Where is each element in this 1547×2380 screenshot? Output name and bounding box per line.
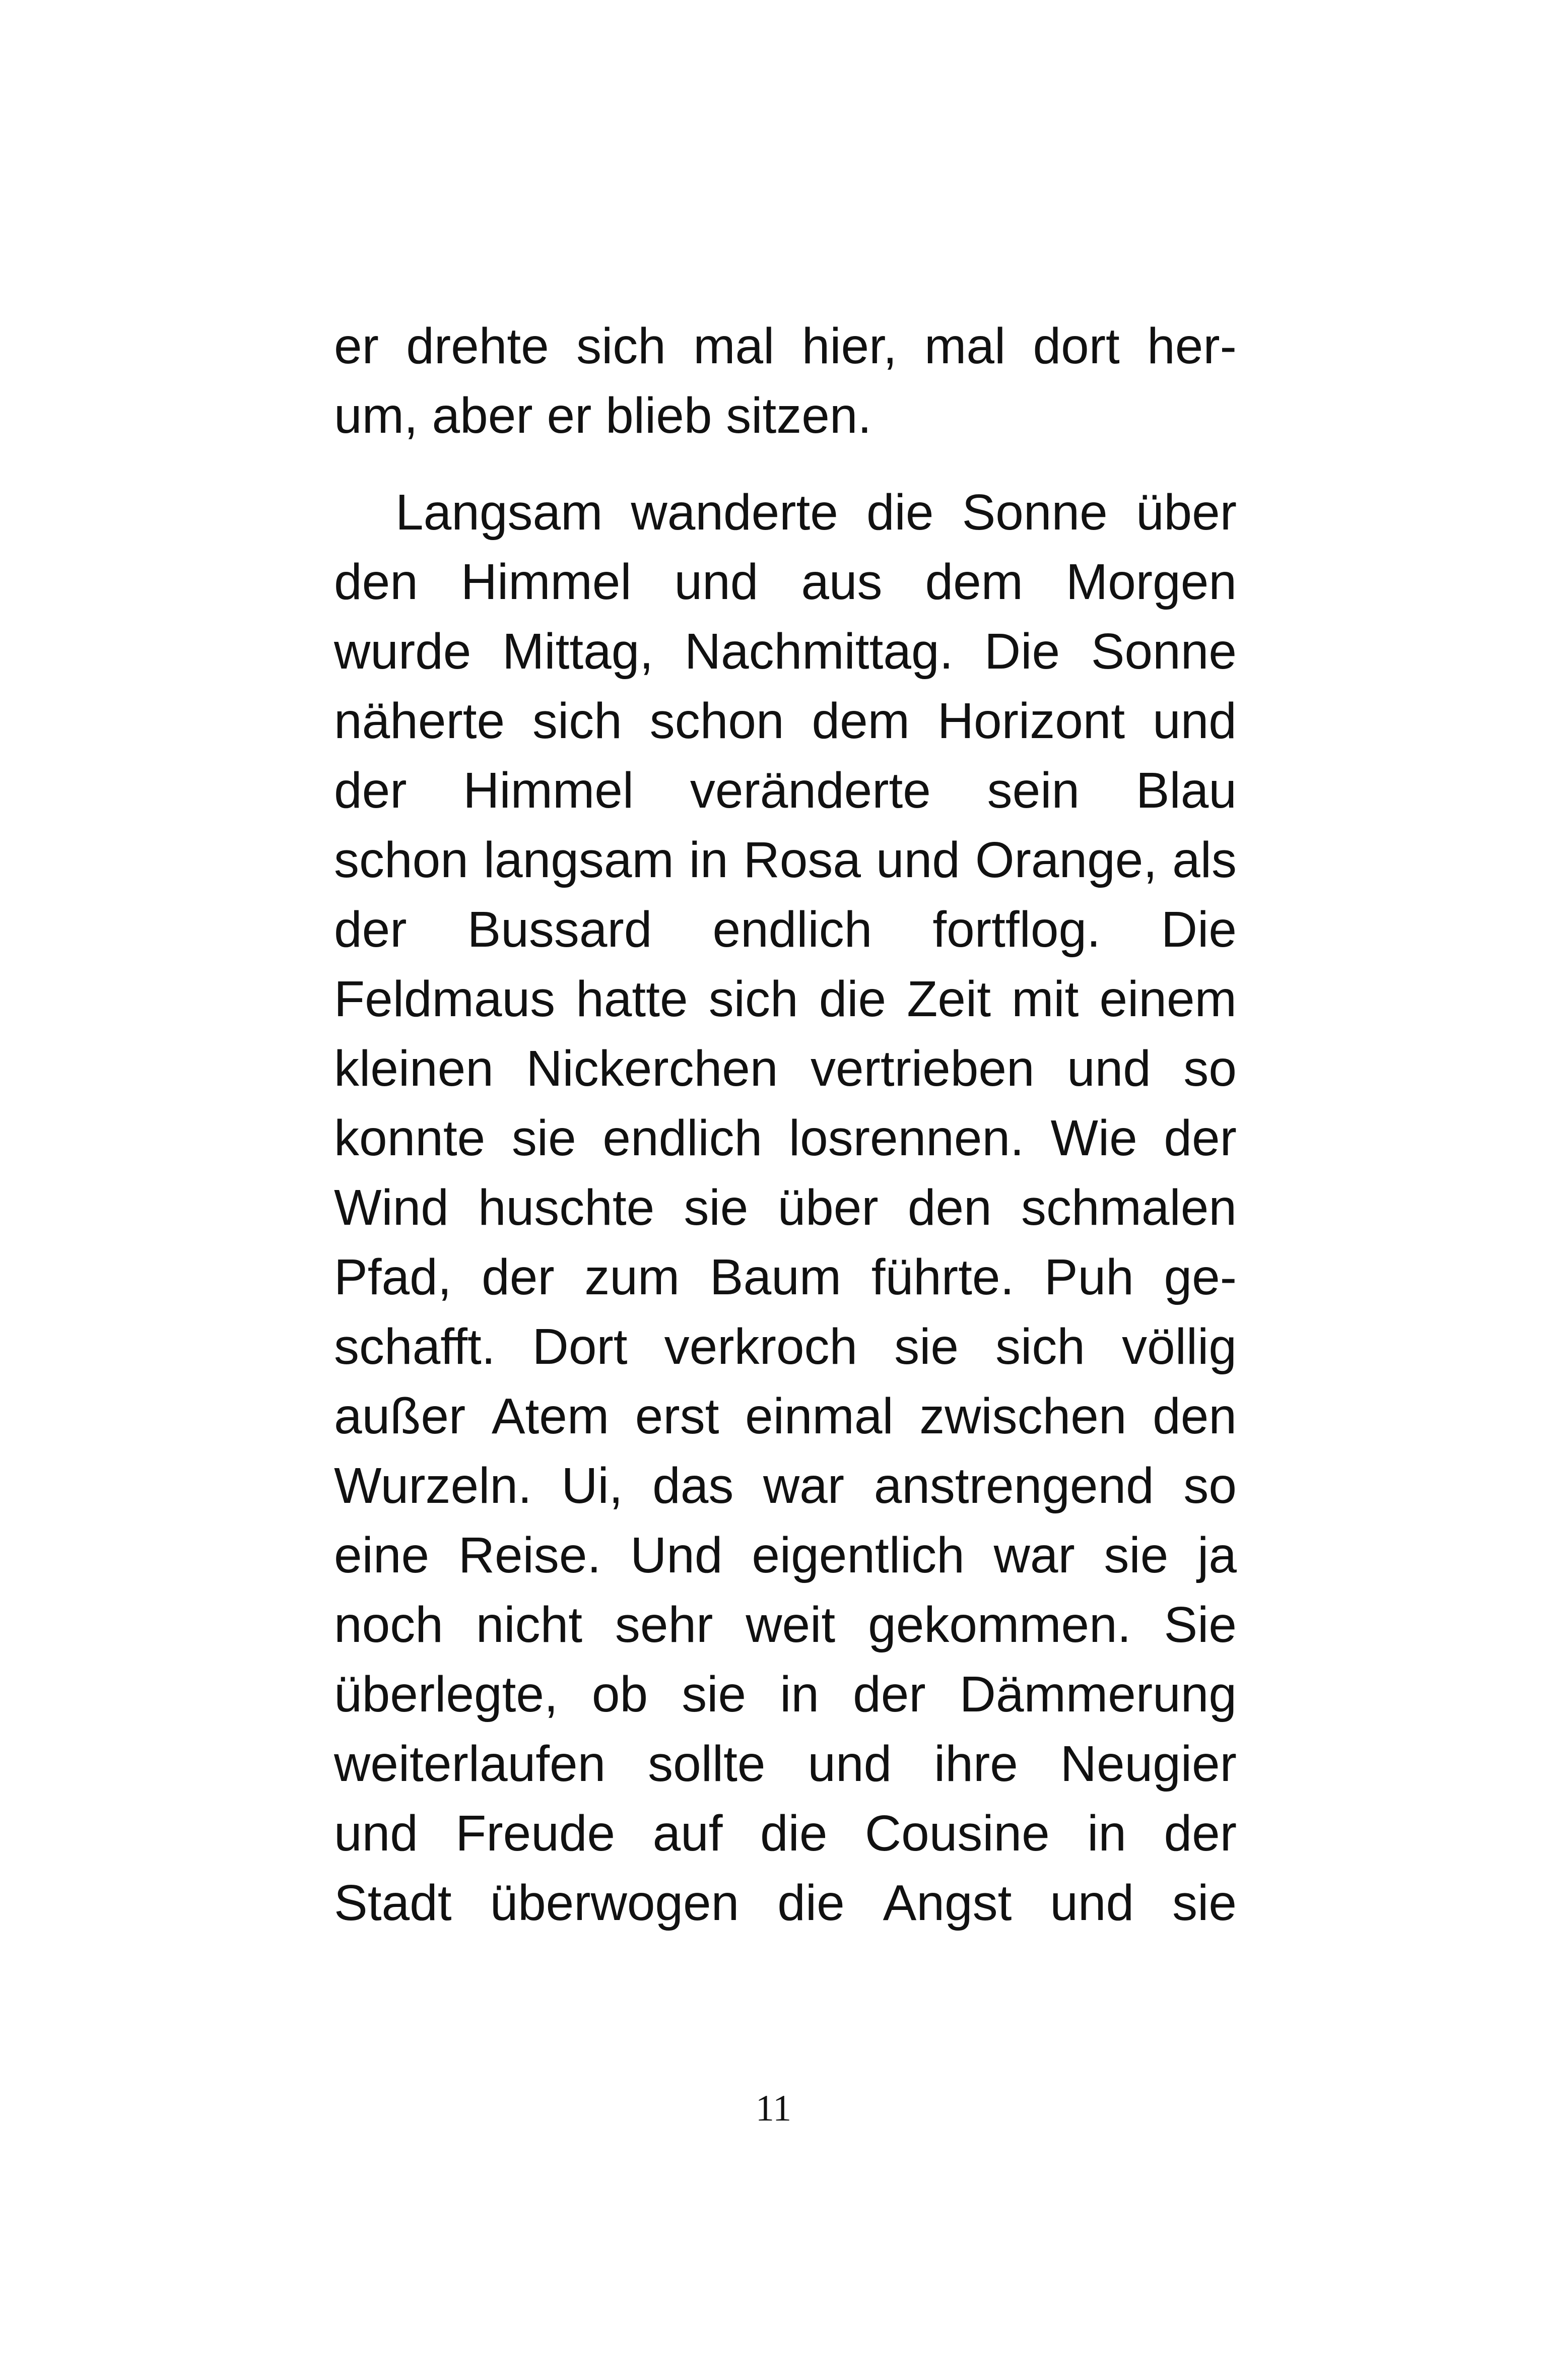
word: wanderte xyxy=(631,484,838,541)
paragraph-gap xyxy=(334,450,1237,478)
word: über xyxy=(1135,484,1237,541)
word: eine xyxy=(334,1527,430,1583)
word: blieb xyxy=(606,387,712,444)
word: Die xyxy=(1161,901,1237,958)
word: huschte xyxy=(478,1179,655,1236)
word: sie xyxy=(894,1318,959,1375)
word: sich xyxy=(995,1318,1085,1375)
word: sein xyxy=(987,762,1080,819)
word: in xyxy=(1087,1805,1127,1862)
word: die xyxy=(777,1875,845,1931)
word: ob xyxy=(591,1666,648,1723)
word: und xyxy=(674,554,759,610)
word: und xyxy=(1050,1875,1134,1931)
word: und xyxy=(1067,1040,1151,1097)
word: einem xyxy=(1099,971,1237,1027)
word: der xyxy=(334,901,407,958)
text-line xyxy=(334,756,1237,825)
text-line xyxy=(334,1590,1237,1660)
word: sie xyxy=(511,1110,576,1166)
word: auf xyxy=(652,1805,723,1862)
text-line xyxy=(334,686,1237,756)
page-number: 11 xyxy=(755,2088,792,2129)
word: erst xyxy=(635,1388,719,1444)
word: der xyxy=(1164,1805,1237,1862)
text-line xyxy=(334,1868,1237,1938)
word: in xyxy=(689,832,728,888)
word: Sonne xyxy=(962,484,1108,541)
word: gekommen. xyxy=(868,1597,1131,1653)
word: dem xyxy=(925,554,1023,610)
word: sitzen. xyxy=(726,387,872,444)
word: wurde xyxy=(334,623,472,680)
word: drehte xyxy=(406,318,549,374)
word: um, xyxy=(334,387,418,444)
text-line xyxy=(334,547,1237,617)
word: vertrieben xyxy=(810,1040,1035,1097)
word: aber xyxy=(432,387,533,444)
word: und xyxy=(334,1805,418,1862)
word: außer xyxy=(334,1388,466,1444)
word: Himmel xyxy=(460,554,632,610)
word: Pfad, xyxy=(334,1249,452,1305)
word: sich xyxy=(576,318,666,374)
word: Zeit xyxy=(907,971,991,1027)
text-line xyxy=(334,1799,1237,1868)
word: Horizont xyxy=(937,693,1125,749)
word: sich xyxy=(708,971,798,1027)
text-line xyxy=(334,478,1237,547)
word: mal xyxy=(693,318,775,374)
word: Wie xyxy=(1050,1110,1137,1166)
word: in xyxy=(780,1666,820,1723)
text-line xyxy=(334,964,1237,1034)
word: zwischen xyxy=(919,1388,1127,1444)
word: überlegte, xyxy=(334,1666,558,1723)
word: als xyxy=(1172,832,1237,888)
word: so xyxy=(1183,1040,1237,1097)
word: dem xyxy=(812,693,910,749)
text-line xyxy=(334,895,1237,964)
word: und xyxy=(808,1736,892,1792)
word: völlig xyxy=(1122,1318,1237,1375)
word: her- xyxy=(1147,318,1237,374)
text-line xyxy=(334,1660,1237,1729)
text-line xyxy=(334,1729,1237,1799)
word: die xyxy=(866,484,934,541)
word: Nachmittag. xyxy=(684,623,954,680)
word: Stadt xyxy=(334,1875,452,1931)
word: endlich xyxy=(712,901,872,958)
word: Die xyxy=(984,623,1060,680)
word: noch xyxy=(334,1597,443,1653)
word: er xyxy=(547,387,592,444)
text-line xyxy=(334,1451,1237,1520)
word: sollte xyxy=(648,1736,766,1792)
word: Baum xyxy=(709,1249,842,1305)
text-line xyxy=(334,381,1237,450)
word: Orange, xyxy=(975,832,1158,888)
word: der xyxy=(1164,1110,1237,1166)
word: die xyxy=(760,1805,828,1862)
word: das xyxy=(652,1458,734,1514)
text-line xyxy=(334,1034,1237,1103)
word: sie xyxy=(1104,1527,1169,1583)
word: er xyxy=(334,318,379,374)
text-line xyxy=(334,1173,1237,1242)
word: schon xyxy=(334,832,468,888)
word: Langsam xyxy=(395,484,603,541)
word: Puh xyxy=(1044,1249,1134,1305)
word: Nickerchen xyxy=(526,1040,778,1097)
word: Mittag, xyxy=(502,623,654,680)
word: Dämmerung xyxy=(959,1666,1237,1723)
word: Feldmaus xyxy=(334,971,556,1027)
word: Ui, xyxy=(561,1458,623,1514)
word: führte. xyxy=(871,1249,1015,1305)
word: konnte xyxy=(334,1110,486,1166)
text-line xyxy=(334,825,1237,895)
word: Wurzeln. xyxy=(334,1458,532,1514)
word: weit xyxy=(746,1597,836,1653)
paragraph xyxy=(334,311,1237,450)
word: dort xyxy=(1033,318,1120,374)
word: mal xyxy=(924,318,1006,374)
word: Neugier xyxy=(1060,1736,1237,1792)
word: Dort xyxy=(532,1318,628,1375)
word: ge- xyxy=(1164,1249,1237,1305)
word: losrennen. xyxy=(788,1110,1024,1166)
word: über xyxy=(777,1179,879,1236)
word: eigentlich xyxy=(752,1527,965,1583)
text-line xyxy=(334,311,1237,381)
word: mit xyxy=(1012,971,1079,1027)
word: ihre xyxy=(934,1736,1018,1792)
word: Freude xyxy=(455,1805,616,1862)
word: Blau xyxy=(1135,762,1237,819)
word: der xyxy=(334,762,407,819)
word: kleinen xyxy=(334,1040,494,1097)
word: Sie xyxy=(1164,1597,1237,1653)
word: und xyxy=(1153,693,1237,749)
word: Atem xyxy=(491,1388,610,1444)
word: sie xyxy=(1172,1875,1237,1931)
word: langsam xyxy=(483,832,674,888)
word: sie xyxy=(682,1666,747,1723)
text-line xyxy=(334,617,1237,686)
word: schafft. xyxy=(334,1318,496,1375)
word: überwogen xyxy=(490,1875,739,1931)
word: sich xyxy=(532,693,622,749)
word: war xyxy=(993,1527,1075,1583)
word: und xyxy=(876,832,960,888)
word: Morgen xyxy=(1065,554,1237,610)
word: hier, xyxy=(801,318,897,374)
word: Angst xyxy=(883,1875,1012,1931)
word: der xyxy=(853,1666,926,1723)
word: weiterlaufen xyxy=(334,1736,606,1792)
word: Himmel xyxy=(463,762,634,819)
word: war xyxy=(763,1458,845,1514)
word: Reise. xyxy=(458,1527,601,1583)
word: den xyxy=(907,1179,992,1236)
word: zum xyxy=(584,1249,680,1305)
word: der xyxy=(482,1249,555,1305)
word: verkroch xyxy=(664,1318,858,1375)
word: endlich xyxy=(602,1110,763,1166)
body-text xyxy=(334,311,1237,1938)
word: den xyxy=(334,554,418,610)
text-line xyxy=(334,1312,1237,1381)
text-line xyxy=(334,1381,1237,1451)
word: den xyxy=(1153,1388,1237,1444)
word: Wind xyxy=(334,1179,449,1236)
paragraph xyxy=(334,478,1237,1938)
word: ja xyxy=(1197,1527,1237,1583)
word: sie xyxy=(684,1179,749,1236)
word: die xyxy=(819,971,887,1027)
word: veränderte xyxy=(690,762,931,819)
word: Und xyxy=(630,1527,723,1583)
word: Bussard xyxy=(467,901,652,958)
word: näherte xyxy=(334,693,505,749)
word: schon xyxy=(649,693,784,749)
word: aus xyxy=(801,554,883,610)
word: Sonne xyxy=(1091,623,1237,680)
text-line xyxy=(334,1103,1237,1173)
text-line xyxy=(334,1520,1237,1590)
word: nicht xyxy=(476,1597,582,1653)
word: Cousine xyxy=(864,1805,1050,1862)
word: hatte xyxy=(576,971,688,1027)
word: so xyxy=(1183,1458,1237,1514)
text-line xyxy=(334,1242,1237,1312)
word: schmalen xyxy=(1021,1179,1237,1236)
word: Rosa xyxy=(743,832,861,888)
word: fortflog. xyxy=(932,901,1101,958)
word: einmal xyxy=(745,1388,894,1444)
word: sehr xyxy=(615,1597,713,1653)
word: anstrengend xyxy=(873,1458,1154,1514)
